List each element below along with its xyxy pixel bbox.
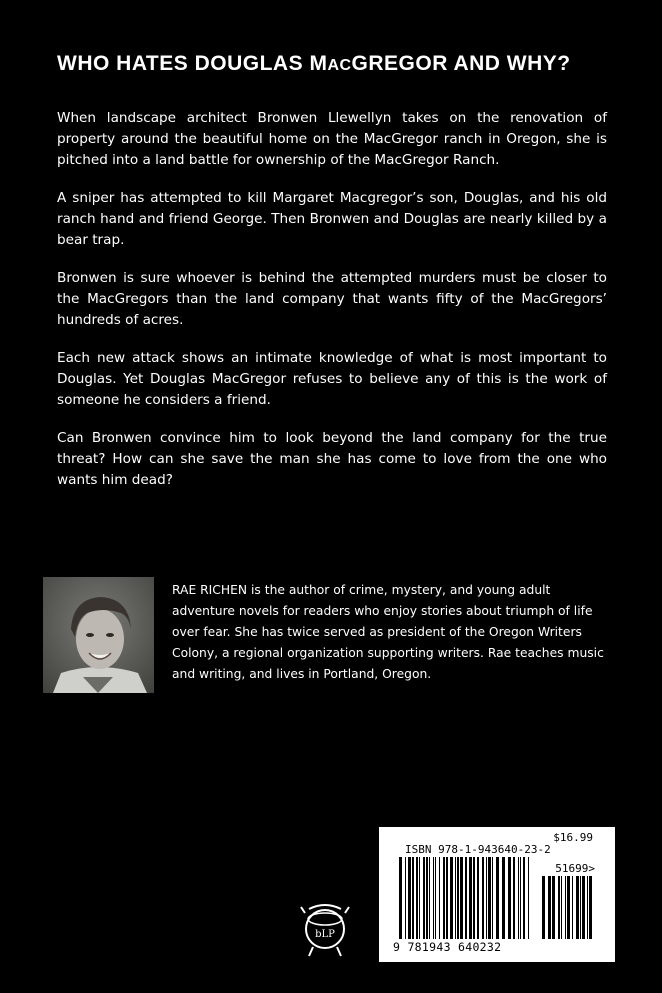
blurb-paragraph: Each new attack shows an intimate knowledge of what is most important to Douglas. Yet Douglas MacGregor refuses to believe any of this is the work of someone he considers a friend. (57, 350, 607, 408)
barcode-bar (513, 857, 515, 939)
cover-headline: WHO HATES DOUGLAS MACGREGOR AND WHY? (57, 52, 571, 75)
barcode-bar (455, 857, 456, 939)
publisher-logo (299, 899, 351, 957)
isbn-digits: 9 781943 640232 (393, 940, 502, 954)
barcode-bar (443, 857, 445, 939)
barcode-bar (567, 876, 570, 939)
barcode-bar (552, 876, 555, 939)
barcode-bar (572, 876, 573, 939)
price-barcode-bars (542, 876, 594, 939)
barcode-bars (399, 857, 533, 939)
isbn-label: ISBN 978-1-943640-23-2 (405, 843, 551, 856)
blurb-paragraph: When landscape architect Bronwen Llewellyn takes on the renovation of property around the beautiful home on the MacGregor ranch in Oregon, she is pitched into a land battle for ownership of the MacGregor Ranch. (57, 110, 607, 168)
price-label: $16.99 (553, 831, 593, 844)
barcode-bar (477, 857, 479, 939)
barcode-bar (561, 876, 562, 939)
author-bio: RAE RICHEN is the author of crime, mystery, and young adult adventure novels for readers who enjoy stories about triumph of life over fear. She has twice served as president of the Oregon Writers Colony, a regional organization supporting writers. Rae teaches music and writing, and lives in Portland, Oregon. (172, 583, 604, 681)
barcode-bar (528, 857, 529, 939)
barcode-bar (423, 857, 425, 939)
barcode-bar (465, 857, 467, 939)
barcode-bar (426, 857, 428, 939)
barcode-bar (433, 857, 434, 939)
barcode-bar (482, 857, 484, 939)
barcode-bar (542, 876, 545, 939)
barcode-bar (488, 857, 491, 939)
barcode-bar (419, 857, 420, 939)
blurb-paragraph: A sniper has attempted to kill Margaret Macgregor’s son, Douglas, and his old ranch hand and friend George. Then Bronwen and Douglas are nearly killed by a bear trap. (57, 190, 607, 248)
blurb-paragraph: Bronwen is sure whoever is behind the attempted murders must be closer to the MacGregors than the land company that wants fifty of the MacGregors’ hundreds of acres. (57, 270, 607, 328)
barcode-bar (439, 857, 440, 939)
barcode-bar (429, 857, 430, 939)
barcode-bar (469, 857, 472, 939)
blurb-paragraph: Can Bronwen convince him to look beyond the land company for the true threat? How can she save the man she has come to love from the one who wants him dead? (57, 430, 607, 488)
barcode-bar (508, 857, 511, 939)
barcode-bar (473, 857, 475, 939)
barcode-bar (416, 857, 418, 939)
barcode-bar (460, 857, 463, 939)
barcode-bar (457, 857, 459, 939)
barcode-bar (502, 857, 505, 939)
barcode-bar (492, 857, 493, 939)
barcode-bar (450, 857, 453, 939)
isbn-barcode (379, 827, 615, 962)
barcode-bar (520, 857, 521, 939)
barcode-bar (486, 857, 487, 939)
barcode-bar (589, 876, 592, 939)
barcode-bar (435, 857, 436, 939)
price-code: 51699> (555, 862, 595, 875)
barcode-bar (576, 876, 579, 939)
barcode-bar (558, 876, 560, 939)
barcode-bar (548, 876, 551, 939)
author-photo (43, 577, 154, 693)
logo-letters: bLP (315, 929, 335, 940)
barcode-bar (523, 857, 525, 939)
barcode-bar (399, 857, 402, 939)
barcode-bar (412, 857, 414, 939)
book-blurb (57, 108, 607, 508)
barcode-bar (446, 857, 448, 939)
barcode-bar (496, 857, 499, 939)
barcode-bar (587, 876, 588, 939)
barcode-bar (565, 876, 566, 939)
barcode-bar (408, 857, 411, 939)
barcode-bar (582, 876, 585, 939)
barcode-bar (405, 857, 406, 939)
barcode-bar (518, 857, 519, 939)
barcode-bar (580, 876, 581, 939)
